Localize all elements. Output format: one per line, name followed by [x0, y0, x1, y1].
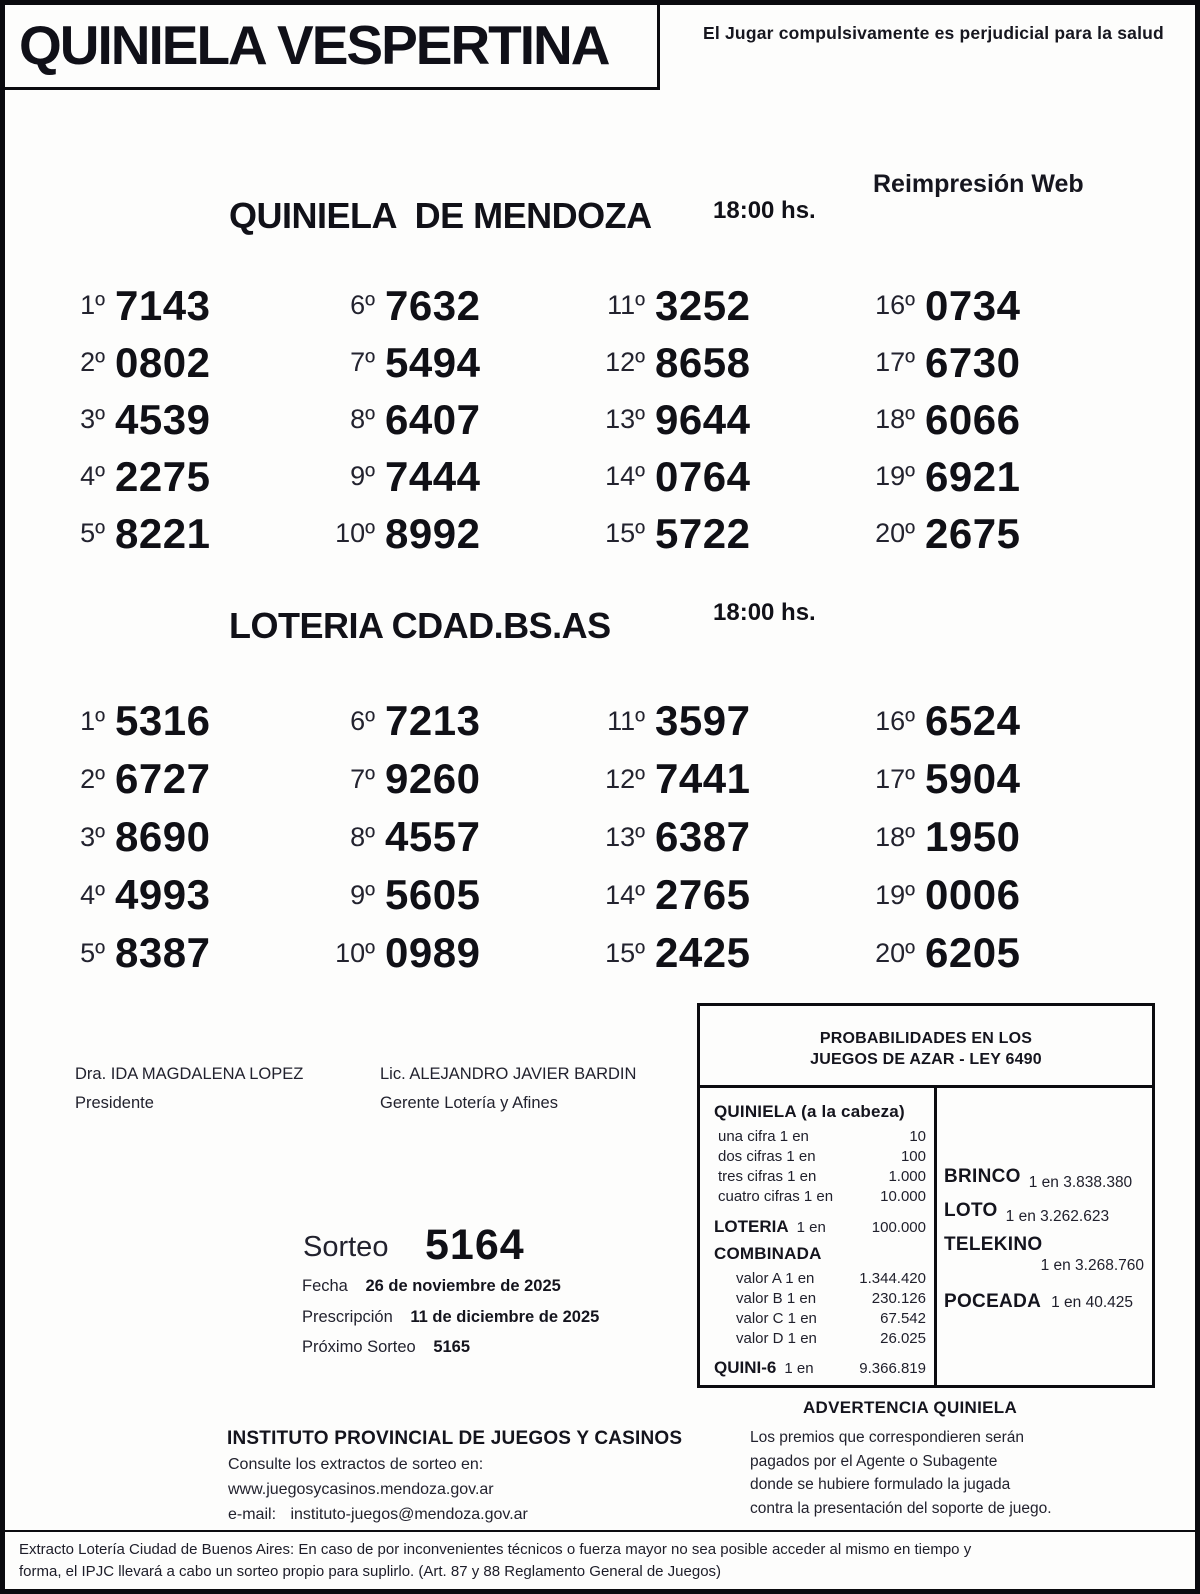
result-number: 6730	[925, 338, 1021, 386]
result-cell	[585, 866, 855, 924]
result-number: 6387	[655, 813, 751, 860]
signature-president	[75, 1065, 303, 1113]
game-name: POCEADA	[944, 1291, 1042, 1312]
signatory-name: Lic. ALEJANDRO JAVIER BARDIN	[380, 1065, 637, 1083]
result-number: 3597	[655, 697, 751, 744]
result-cell	[45, 866, 315, 924]
result-number: 0989	[385, 929, 481, 976]
result-number: 6205	[925, 929, 1021, 976]
result-position: 6º	[350, 290, 375, 320]
result-number: 6407	[385, 395, 481, 443]
result-position: 18º	[875, 821, 915, 852]
result-number: 4557	[385, 813, 481, 860]
page-title: QUINIELA VESPERTINA	[19, 14, 609, 76]
odds-value: 1 en 3.838.380	[1028, 1174, 1133, 1191]
draw-time-mendoza: 18:00 hs.	[713, 197, 816, 224]
result-position: 8º	[350, 404, 375, 434]
result-number: 2765	[655, 871, 751, 918]
result-number: 8387	[115, 929, 211, 976]
odds-row	[714, 1187, 926, 1207]
combinada-header: COMBINADA	[714, 1244, 822, 1263]
result-number: 8658	[655, 338, 751, 386]
game-odds-telekino	[944, 1234, 1144, 1275]
odds-label: valor B 1 en	[736, 1290, 817, 1307]
probabilities-box	[697, 1003, 1155, 1388]
result-number: 2425	[655, 929, 751, 976]
results-grid-mendoza	[45, 277, 1125, 562]
result-position: 5º	[80, 937, 105, 968]
result-cell	[855, 866, 1125, 924]
game-name: QUINI-6	[714, 1358, 777, 1377]
result-cell	[315, 391, 585, 448]
result-position: 8º	[350, 821, 375, 852]
game-odds-brinco	[944, 1166, 1144, 1191]
odds-value: 26.025	[880, 1330, 926, 1347]
result-position: 17º	[875, 763, 915, 794]
result-cell	[855, 750, 1125, 808]
quini6-odds-row	[714, 1358, 926, 1379]
odds-label: valor A 1 en	[736, 1270, 815, 1287]
result-cell	[585, 750, 855, 808]
result-position: 3º	[80, 404, 105, 434]
result-cell	[315, 924, 585, 982]
odds-row	[714, 1167, 926, 1187]
result-position: 12º	[605, 763, 645, 794]
odds-value: 10	[909, 1128, 926, 1145]
game-name: LOTO	[944, 1200, 998, 1221]
title-box	[5, 5, 660, 90]
results-grid-bsas	[45, 692, 1125, 982]
result-cell	[45, 277, 315, 334]
result-number: 4539	[115, 395, 211, 443]
institute-email-row	[228, 1506, 528, 1524]
odds-value: 230.126	[871, 1290, 926, 1307]
loteria-odds-row	[714, 1217, 926, 1238]
result-position: 14º	[605, 879, 645, 910]
result-cell	[315, 808, 585, 866]
result-position: 18º	[875, 404, 915, 434]
odds-row	[714, 1127, 926, 1147]
result-cell	[585, 448, 855, 505]
result-cell	[855, 277, 1125, 334]
result-number: 8221	[115, 509, 211, 557]
result-position: 1º	[80, 290, 105, 320]
result-position: 2º	[80, 763, 105, 794]
result-number: 3252	[655, 281, 751, 329]
result-number: 4993	[115, 871, 211, 918]
result-cell	[315, 750, 585, 808]
result-position: 17º	[875, 347, 915, 377]
result-position: 2º	[80, 347, 105, 377]
result-cell	[315, 505, 585, 562]
result-number: 5605	[385, 871, 481, 918]
result-cell	[585, 692, 855, 750]
result-position: 4º	[80, 461, 105, 491]
result-cell	[585, 277, 855, 334]
footer-divider	[5, 1530, 1195, 1532]
result-position: 7º	[350, 763, 375, 794]
probabilities-title-line1: PROBABILIDADES EN LOS	[819, 1030, 1033, 1047]
result-position: 15º	[605, 518, 645, 548]
result-number: 2275	[115, 452, 211, 500]
odds-value: 1 en 40.425	[1051, 1294, 1133, 1311]
advertencia-line: pagados por el Agente o Subagente	[750, 1452, 998, 1470]
result-number: 6921	[925, 452, 1021, 500]
result-number: 5722	[655, 509, 751, 557]
result-number: 9644	[655, 395, 751, 443]
result-number: 7632	[385, 281, 481, 329]
result-position: 13º	[605, 404, 645, 434]
result-cell	[45, 448, 315, 505]
result-number: 5904	[925, 755, 1021, 802]
odds-value: 1.344.420	[859, 1270, 926, 1287]
result-cell	[45, 505, 315, 562]
result-position: 14º	[605, 461, 645, 491]
date-value: 26 de noviembre de 2025	[365, 1277, 561, 1295]
result-cell	[585, 924, 855, 982]
result-number: 2675	[925, 509, 1021, 557]
odds-row	[714, 1269, 926, 1289]
result-cell	[315, 866, 585, 924]
result-cell	[855, 505, 1125, 562]
result-position: 16º	[875, 290, 915, 320]
result-cell	[855, 391, 1125, 448]
result-position: 10º	[335, 937, 375, 968]
result-cell	[315, 334, 585, 391]
result-cell	[855, 448, 1125, 505]
result-cell	[45, 334, 315, 391]
result-number: 8690	[115, 813, 211, 860]
result-number: 7143	[115, 281, 211, 329]
draw-date-row	[302, 1277, 561, 1296]
odds-value: 1 en 3.268.760	[1040, 1257, 1144, 1274]
prescription-row	[302, 1308, 599, 1327]
result-cell	[315, 448, 585, 505]
result-number: 6066	[925, 395, 1021, 443]
result-cell	[315, 277, 585, 334]
result-position: 9º	[350, 879, 375, 910]
result-cell	[585, 391, 855, 448]
sorteo-number: 5164	[425, 1221, 525, 1269]
result-number: 6524	[925, 697, 1021, 744]
probabilities-header	[700, 1006, 1152, 1088]
result-number: 0734	[925, 281, 1021, 329]
result-position: 15º	[605, 937, 645, 968]
probabilities-title-line2: JUEGOS DE AZAR - LEY 6490	[810, 1051, 1042, 1068]
result-position: 4º	[80, 879, 105, 910]
game-name: BRINCO	[944, 1166, 1021, 1187]
odds-value: 10.000	[880, 1188, 926, 1205]
institute-consult-line: Consulte los extractos de sorteo en:	[228, 1456, 484, 1473]
result-cell	[855, 692, 1125, 750]
result-position: 13º	[605, 821, 645, 852]
result-position: 5º	[80, 518, 105, 548]
result-number: 7441	[655, 755, 751, 802]
odds-label: valor D 1 en	[736, 1330, 817, 1347]
result-position: 11º	[607, 705, 645, 736]
draw-title-mendoza: QUINIELA DE MENDOZA	[229, 195, 652, 236]
result-position: 7º	[350, 347, 375, 377]
odds-row	[714, 1329, 926, 1349]
prescription-label: Prescripción	[302, 1308, 393, 1326]
game-odds-poceada	[944, 1291, 1144, 1313]
odds-value: 1.000	[888, 1168, 926, 1185]
result-number: 5494	[385, 338, 481, 386]
result-number: 5316	[115, 697, 211, 744]
result-number: 7213	[385, 697, 481, 744]
result-number: 0006	[925, 871, 1021, 918]
result-cell	[855, 334, 1125, 391]
signatory-name: Dra. IDA MAGDALENA LOPEZ	[75, 1065, 304, 1083]
probabilities-column-divider	[934, 1085, 937, 1385]
odds-label: una cifra 1 en	[718, 1128, 809, 1145]
probabilities-left-column	[714, 1102, 926, 1379]
result-position: 1º	[80, 705, 105, 736]
odds-mid: 1 en	[796, 1219, 826, 1236]
signatory-role: Gerente Lotería y Afines	[380, 1094, 558, 1112]
odds-value: 100.000	[871, 1219, 926, 1236]
next-draw-label: Próximo Sorteo	[302, 1338, 416, 1356]
odds-value: 1 en 3.262.623	[1005, 1208, 1110, 1225]
odds-row	[714, 1309, 926, 1329]
date-label: Fecha	[302, 1277, 348, 1295]
quiniela-odds-header: QUINIELA (a la cabeza)	[714, 1102, 905, 1121]
odds-label	[714, 1358, 814, 1379]
advertencia-line: Los premios que correspondieren serán	[750, 1429, 1024, 1446]
result-position: 16º	[875, 705, 915, 736]
odds-label: cuatro cifras 1 en	[718, 1188, 834, 1205]
advertencia-line: donde se hubiere formulado la jugada	[750, 1476, 1011, 1493]
advertencia-title: ADVERTENCIA QUINIELA	[802, 1398, 1018, 1417]
sorteo-label: Sorteo	[303, 1231, 389, 1263]
result-cell	[585, 505, 855, 562]
result-number: 7444	[385, 452, 481, 500]
result-number: 9260	[385, 755, 481, 802]
draw-time-bsas: 18:00 hs.	[713, 599, 816, 626]
result-cell	[45, 391, 315, 448]
result-number: 6727	[115, 755, 211, 802]
advertencia-line: contra la presentación del soporte de juego.	[750, 1499, 1052, 1517]
health-warning-text: El Jugar compulsivamente es perjudicial para la salud	[703, 23, 1164, 43]
odds-mid: 1 en	[784, 1360, 814, 1377]
result-position: 12º	[605, 347, 645, 377]
result-cell	[45, 808, 315, 866]
game-odds-loto	[944, 1200, 1144, 1225]
odds-label	[714, 1217, 826, 1238]
result-position: 20º	[875, 937, 915, 968]
institute-website: www.juegosycasinos.mendoza.gov.ar	[228, 1481, 494, 1498]
result-cell	[585, 808, 855, 866]
result-number: 1950	[925, 813, 1021, 860]
result-number: 8992	[385, 509, 481, 557]
game-name: TELEKINO	[944, 1234, 1043, 1255]
next-draw-value: 5165	[433, 1338, 471, 1356]
reprint-web-label: Reimpresión Web	[873, 170, 1084, 198]
result-cell	[45, 924, 315, 982]
combinada-odds-rows	[714, 1269, 926, 1349]
result-cell	[45, 692, 315, 750]
odds-label: dos cifras 1 en	[718, 1148, 816, 1165]
result-position: 10º	[335, 518, 375, 548]
result-position: 19º	[875, 879, 915, 910]
email-label: e-mail:	[228, 1506, 277, 1523]
game-name: LOTERIA	[714, 1217, 789, 1236]
odds-row	[714, 1147, 926, 1167]
footer-disclaimer-line1: Extracto Lotería Ciudad de Buenos Aires: En caso de por inconvenientes técnicos o fuerza mayor no sea posible acceder al mismo en tiempo y	[19, 1541, 972, 1558]
signatory-role: Presidente	[75, 1094, 154, 1112]
institute-name: INSTITUTO PROVINCIAL DE JUEGOS Y CASINOS	[227, 1428, 683, 1449]
result-cell	[585, 334, 855, 391]
odds-label: tres cifras 1 en	[718, 1168, 817, 1185]
result-position: 20º	[875, 518, 915, 548]
odds-value: 67.542	[880, 1310, 926, 1327]
signature-manager	[380, 1065, 636, 1113]
result-position: 6º	[350, 705, 375, 736]
quiniela-odds-rows	[714, 1127, 926, 1207]
odds-value: 100	[900, 1148, 926, 1165]
result-cell	[855, 808, 1125, 866]
odds-label: valor C 1 en	[736, 1310, 817, 1327]
result-position: 11º	[607, 290, 645, 320]
footer-disclaimer-line2: forma, el IPJC llevará a cabo un sorteo propio para suplirlo. (Art. 87 y 88 Reglamento General de Juegos)	[19, 1563, 722, 1580]
result-position: 3º	[80, 821, 105, 852]
odds-row	[714, 1289, 926, 1309]
draw-title-bsas: LOTERIA CDAD.BS.AS	[229, 605, 611, 646]
result-number: 0764	[655, 452, 751, 500]
next-draw-row	[302, 1338, 470, 1357]
email-address: instituto-juegos@mendoza.gov.ar	[290, 1506, 528, 1523]
odds-value: 9.366.819	[859, 1360, 926, 1377]
result-position: 9º	[350, 461, 375, 491]
advertencia-text	[750, 1426, 1052, 1520]
result-position: 19º	[875, 461, 915, 491]
prescription-value: 11 de diciembre de 2025	[410, 1308, 600, 1326]
result-number: 0802	[115, 338, 211, 386]
result-cell	[45, 750, 315, 808]
result-cell	[315, 692, 585, 750]
probabilities-right-column	[944, 1166, 1144, 1325]
result-cell	[855, 924, 1125, 982]
